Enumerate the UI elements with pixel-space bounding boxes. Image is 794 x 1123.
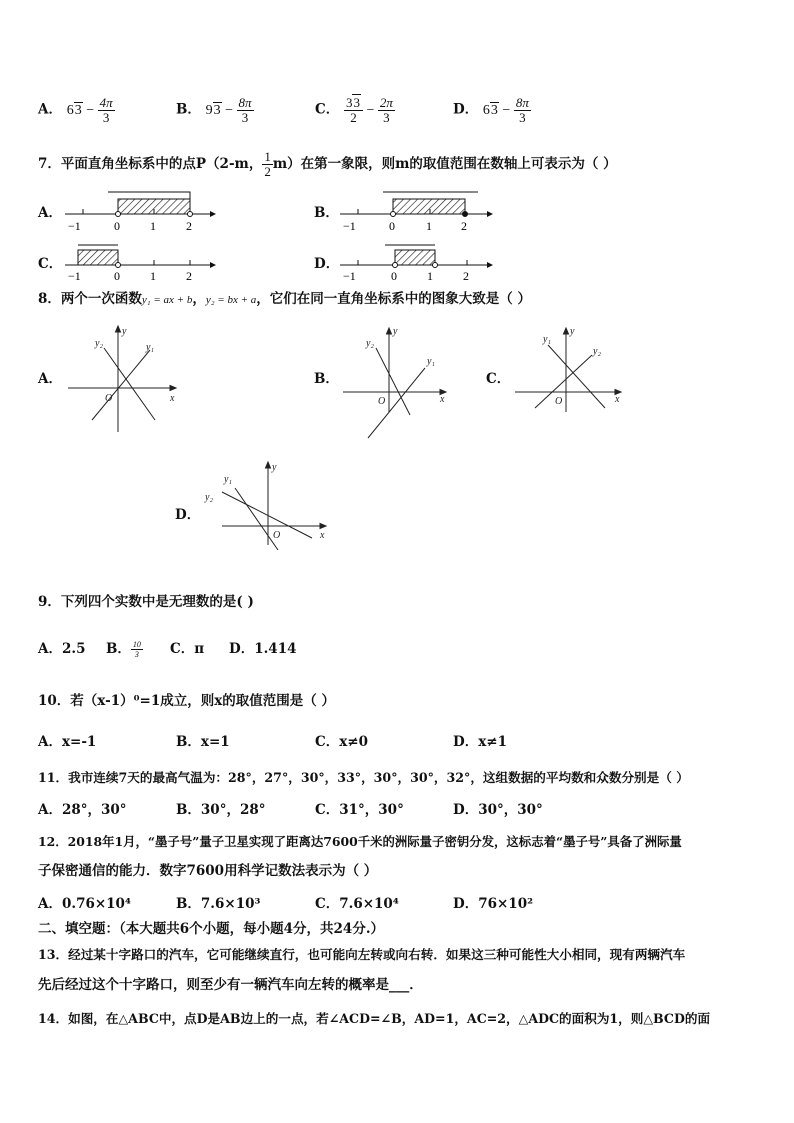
svg-text:O: O (273, 530, 281, 541)
svg-text:y₂: y₂ (95, 338, 103, 349)
q7-number-lines (0, 185, 794, 285)
q10-option-c: C．x≠0 (315, 734, 368, 750)
q9-option-d: D．1.414 (229, 641, 297, 657)
svg-text:O: O (378, 396, 386, 407)
q13-stem-line1: 13．经过某十字路口的汽车，它可能继续直行，也可能向左转或向右转．如果这三种可能性大小相同，现有两辆汽车 (38, 947, 686, 962)
svg-text:y: y (122, 326, 127, 337)
q10-option-b: B．x=1 (176, 734, 230, 750)
tick-label: 0 (114, 219, 120, 233)
q9-stem: 9．下列四个实数中是无理数的是( ) (38, 594, 254, 610)
tick-label: −1 (68, 269, 81, 283)
q10-stem: 10．若（x-1）⁰=1成立，则x的取值范围是（ ） (38, 693, 335, 709)
q6-option-b: B． 93 − $\frac{8\pi}{3}$ (176, 95, 252, 125)
q8-option-b: B． (314, 371, 339, 387)
q8-option-d: D． (175, 507, 201, 523)
q7-option-c-numberline (65, 245, 216, 268)
section-heading: 二、填空题：（本大题共6个小题，每小题4分，共24分.） (38, 921, 385, 937)
svg-text:y: y (570, 326, 575, 337)
q8-option-c: C． (486, 371, 511, 387)
q12-stem-line2: 子保密通信的能力．数字7600用科学记数法表示为（ ） (38, 863, 378, 879)
q10-option-d: D．x≠1 (453, 734, 507, 750)
q7-stem: 7．平面直角坐标系中的点P（2-m， $\frac{1}{2}$ m）在第一象限，则m的取值范围在数轴上可表示为（ ） (38, 149, 617, 179)
svg-text:y₁: y₁ (543, 334, 551, 345)
q7-option-c: C． (38, 256, 63, 272)
svg-text:x: x (170, 393, 175, 404)
q6-option-a: A． 63 − $\frac{4\pi}{3}$ (38, 95, 113, 125)
q11-option-c: C．31°，30° (315, 802, 404, 818)
svg-text:y₁: y₁ (224, 474, 232, 485)
q6-option-d: D． 63 − $\frac{8\pi}{3}$ (453, 95, 529, 125)
q11-stem: 11．我市连续7天的最高气温为：28°，27°，30°，33°，30°，30°，32°，这组数据的平均数和众数分别是（ ） (38, 770, 689, 785)
tick-label: −1 (343, 269, 356, 283)
svg-text:y: y (272, 462, 277, 473)
q8-graph-a (68, 326, 176, 432)
svg-text:y₂: y₂ (366, 338, 374, 349)
tick-label: −1 (68, 219, 81, 233)
q7-option-d: D． (314, 256, 340, 272)
tick-label: 1 (150, 219, 156, 233)
svg-text:O: O (555, 396, 563, 407)
tick-label: 0 (114, 269, 120, 283)
tick-label: 1 (150, 269, 156, 283)
tick-label: 2 (463, 269, 469, 283)
q12-option-d: D．76×10² (453, 896, 534, 912)
q13-stem-line2: 先后经过这个十字路口，则至少有一辆汽车向左转的概率是___． (38, 977, 423, 993)
q8-stem: 8．两个一次函数y₁ = ax + b，y₂ = bx + a，它们在同一直角坐标系中的图象大致是（ ） (38, 291, 531, 307)
q8-graph-b (343, 328, 446, 438)
q11-option-d: D．30°，30° (453, 802, 543, 818)
tick-label: 0 (389, 219, 395, 233)
tick-label: 2 (186, 219, 192, 233)
q12-option-b: B．7.6×10³ (176, 896, 261, 912)
svg-text:x: x (440, 394, 445, 405)
q8-graph-c (515, 328, 621, 412)
q7-option-a: A． (38, 205, 62, 221)
tick-label: 2 (461, 219, 467, 233)
q6-option-c: C． $\frac{33}{2}$ − $\frac{2\pi}{3}$ (315, 95, 393, 125)
tick-label: 1 (426, 219, 432, 233)
tick-label: 2 (186, 269, 192, 283)
q9-option-a: A．2.5 (38, 641, 86, 657)
q8-option-a: A． (38, 371, 62, 387)
svg-text:y₁: y₁ (146, 342, 154, 353)
svg-text:y: y (393, 326, 398, 337)
q7-option-b: B． (314, 205, 339, 221)
q11-option-b: B．30°，28° (176, 802, 266, 818)
q14-stem-line1: 14．如图，在△ABC中，点D是AB边上的一点，若∠ACD=∠B，AD=1，AC=2，△ADC的面积为1，则△BCD的面 (38, 1011, 711, 1026)
q7-option-a-numberline (65, 192, 216, 217)
q7-option-b-numberline (340, 192, 493, 217)
q9-option-b: B． $\frac{10}{3}$ (106, 640, 141, 659)
svg-text:y₁: y₁ (427, 356, 435, 367)
q10-option-a: A．x=-1 (38, 734, 97, 750)
svg-text:y₂: y₂ (205, 492, 213, 503)
tick-label: −1 (343, 219, 356, 233)
svg-text:x: x (320, 530, 325, 541)
tick-label: 0 (391, 269, 397, 283)
svg-text:x: x (615, 394, 620, 405)
q12-option-a: A．0.76×10⁴ (38, 896, 131, 912)
q9-option-c: C．π (170, 641, 205, 657)
q12-option-c: C．7.6×10⁴ (315, 896, 399, 912)
q8-graphs (0, 320, 794, 550)
svg-text:y₂: y₂ (593, 346, 601, 357)
q7-option-d-numberline (340, 245, 493, 268)
tick-label: 1 (427, 269, 433, 283)
svg-text:O: O (105, 393, 113, 404)
q11-option-a: A．28°，30° (38, 802, 127, 818)
q12-stem-line1: 12．2018年1月，“墨子号”量子卫星实现了距离达7600千米的洲际量子密钥分发，这标志着“墨子号”具备了洲际量 (38, 834, 682, 849)
option-letter: A． (38, 101, 62, 118)
